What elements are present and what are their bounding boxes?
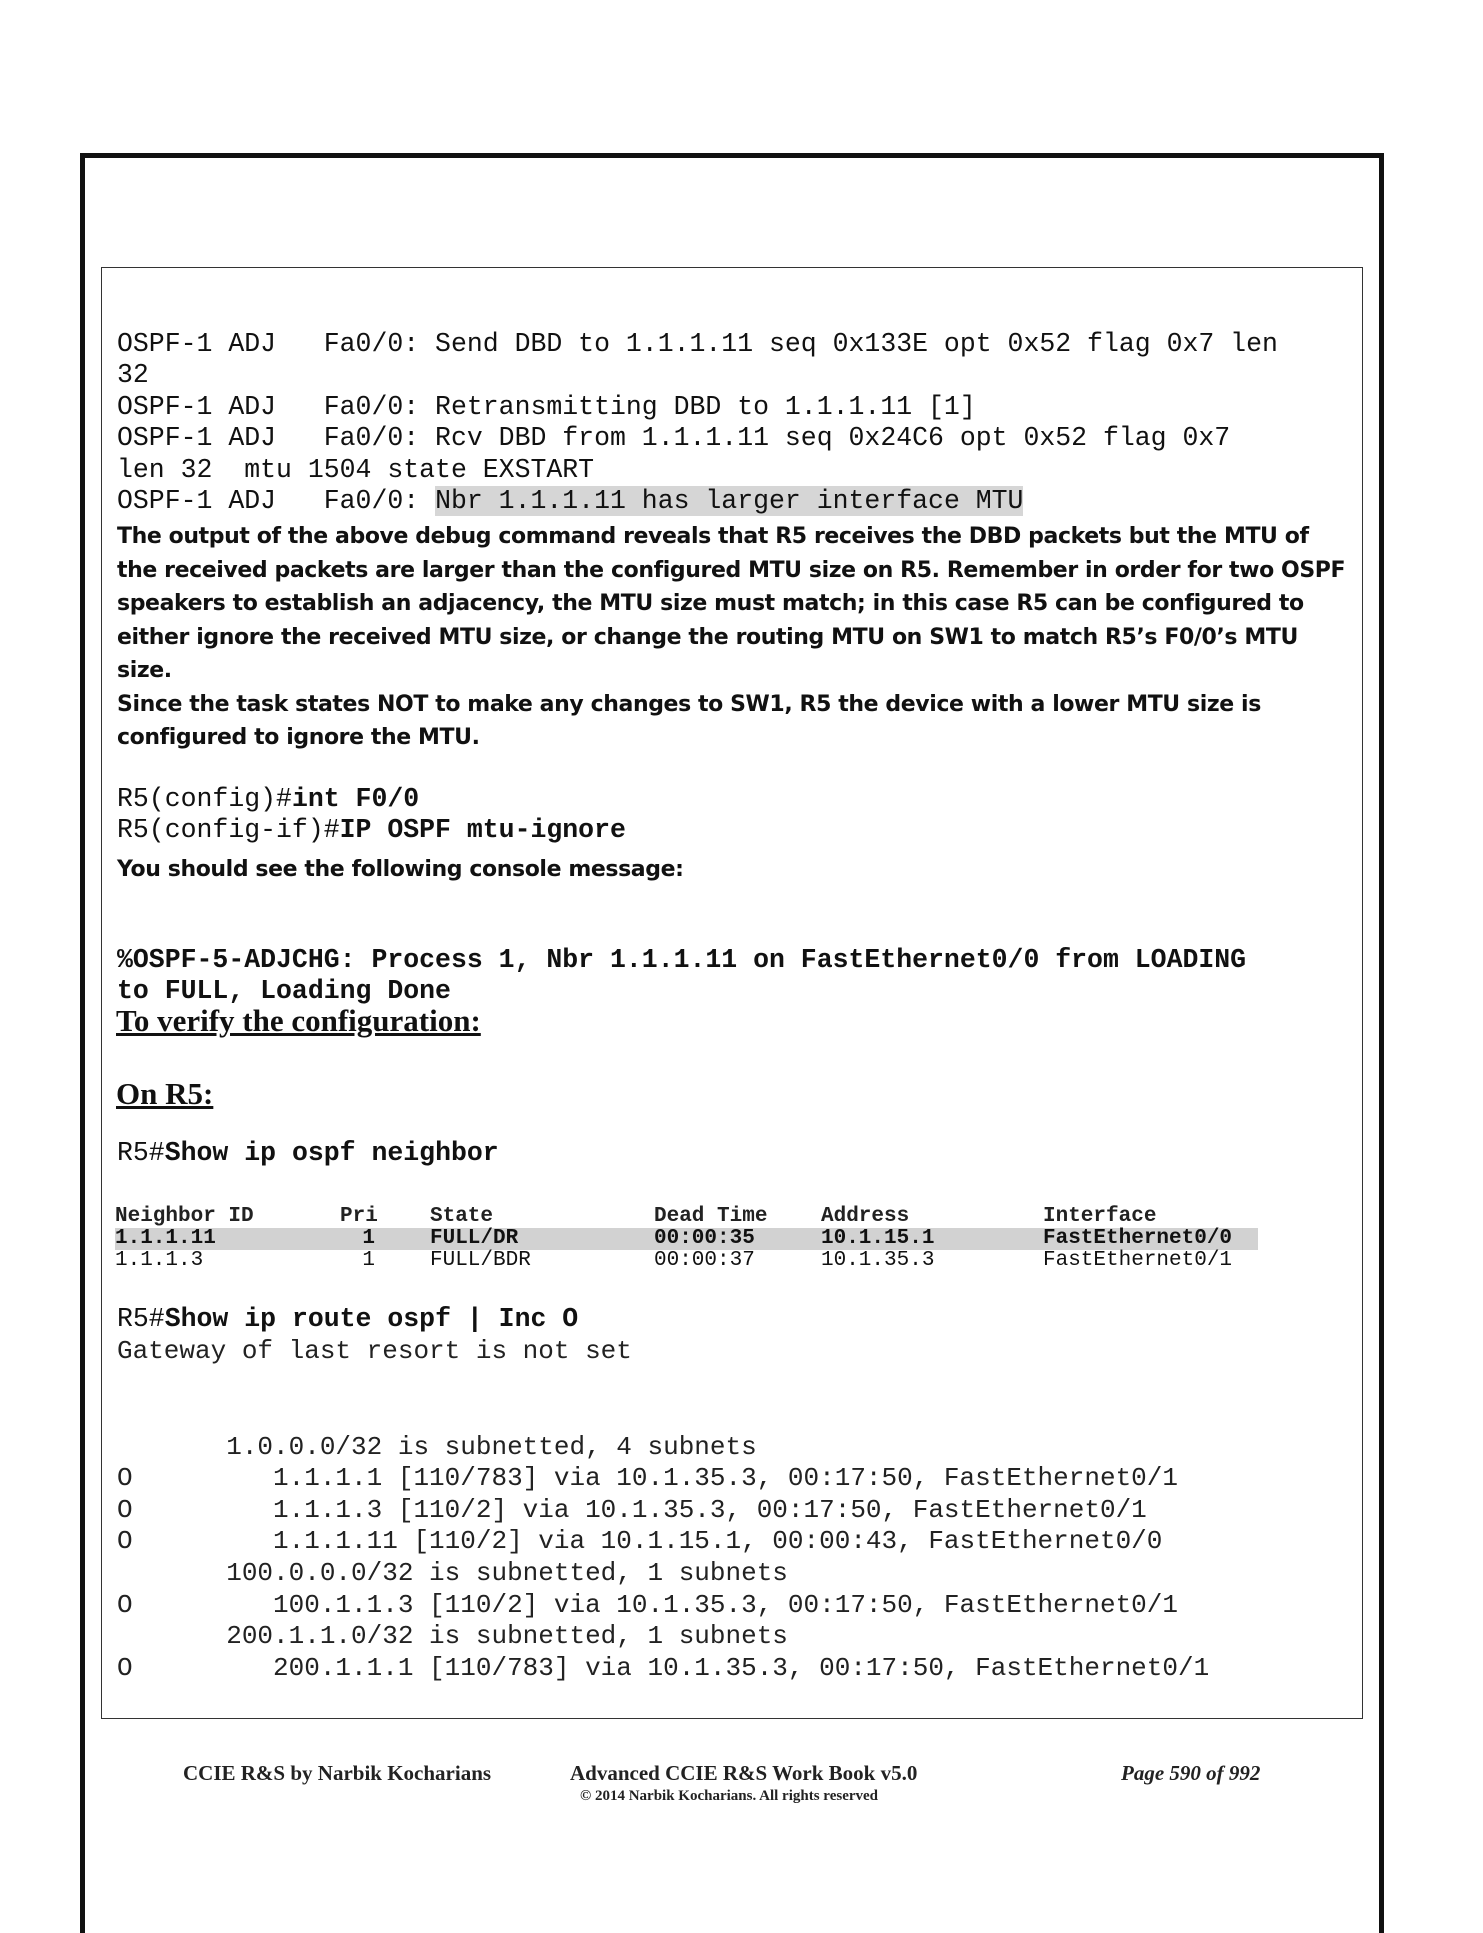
footer-book: Advanced CCIE R&S Work Book v5.0 [570,1761,918,1785]
route-line: O 1.1.1.3 [110/2] via 10.1.35.3, 00:17:50, FastEthernet0/1 [117,1494,1147,1525]
console-intro: You should see the following console message: [117,857,684,882]
explanation [117,520,1347,755]
on-r5-heading: On R5: [116,1076,214,1111]
debug-line [117,486,1278,518]
verify-heading: To verify the configuration: [116,1003,481,1038]
route-line: O 1.1.1.11 [110/2] via 10.1.15.1, 00:00:43, FastEthernet0/0 [117,1526,1163,1557]
gateway-line: Gateway of last resort is not set [117,1336,632,1366]
config-line [117,815,626,847]
debug-line: OSPF-1 ADJ Fa0/0: Send DBD to 1.1.1.11 seq 0x133E opt 0x52 flag 0x7 len [117,328,1278,359]
explanation-p2: Since the task states NOT to make any changes to SW1, R5 the device with a lower MTU size is configured to ignore the MTU. [117,691,1261,750]
console-line: %OSPF-5-ADJCHG: Process 1, Nbr 1.1.1.11 on FastEthernet0/0 from LOADING [117,944,1247,975]
cell: FastEthernet0/1 [1043,1249,1233,1272]
cell: 00:00:35 [654,1228,821,1250]
col-header: Interface [1043,1205,1157,1228]
cell: FastEthernet0/0 [1043,1228,1258,1250]
cell: 1 [340,1228,430,1250]
console-line: to FULL, Loading Done [117,976,451,1006]
debug-line: OSPF-1 ADJ Fa0/0: Retransmitting DBD to 1.1.1.11 [1] [117,391,976,422]
col-header: Address [821,1205,910,1228]
mtu-highlight: Nbr 1.1.1.11 has larger interface MTU [435,486,1024,516]
footer-author: CCIE R&S by Narbik Kocharians [183,1761,492,1785]
route-line: O 100.1.1.3 [110/2] via 10.1.35.3, 00:17:50, FastEthernet0/1 [117,1589,1178,1620]
table-header-row [115,1206,1258,1228]
prompt: R5(config-if)# [117,815,340,845]
route-line: O 200.1.1.1 [110/783] via 10.1.35.3, 00:17:50, FastEthernet0/1 [117,1652,1210,1683]
route-line: 100.0.0.0/32 is subnetted, 1 subnets [117,1557,788,1588]
footer-copyright: © 2014 Narbik Kocharians. All rights reserved [580,1788,879,1804]
command: IP OSPF mtu-ignore [339,815,626,845]
cell: 1 [362,1249,375,1272]
debug-line: len 32 mtu 1504 state EXSTART [117,454,595,485]
cell: FULL/BDR [430,1249,531,1272]
neighbor-table [115,1206,1258,1272]
debug-line: OSPF-1 ADJ Fa0/0: Rcv DBD from 1.1.1.11 seq 0x24C6 opt 0x52 flag 0x7 [117,423,1231,453]
debug-prefix: OSPF-1 ADJ Fa0/0: [117,486,436,516]
footer-page-number: Page 590 of 992 [1121,1761,1261,1785]
col-header: Neighbor ID [115,1205,254,1228]
route-line: O 1.1.1.1 [110/783] via 10.1.35.3, 00:17:50, FastEthernet0/1 [117,1463,1178,1494]
config-line [117,784,626,816]
command: int F0/0 [291,783,420,814]
debug-line: 32 [117,360,149,390]
cell: 10.1.35.3 [821,1249,935,1272]
table-row [115,1250,1258,1272]
cell: 00:00:37 [654,1249,755,1272]
command: Show ip route ospf | Inc O [164,1304,579,1334]
prompt: R5(config)# [117,783,292,814]
debug-output [117,297,1278,549]
prompt: R5# [117,1304,165,1334]
explanation-p1: The output of the above debug command reveals that R5 receives the DBD packets but the MTU of the received packets are larger than the configured MTU size on R5. Remember in order for two OSPF speakers to establish an adjacency, the MTU size must match; in this case R5 can be configured to either ignore the received MTU size, or change the routing MTU on SW1 to match R5’s F0/0’s MTU size. [117,524,1346,683]
cell: 10.1.15.1 [821,1228,1043,1250]
cell: 1.1.1.11 [115,1228,340,1250]
col-header: Dead Time [654,1205,768,1228]
route-table [117,1400,1209,1716]
table-row [115,1228,1258,1250]
route-line: 200.1.1.0/32 is subnetted, 1 subnets [117,1621,788,1652]
prompt: R5# [117,1138,165,1168]
col-header: Pri [340,1205,378,1228]
col-header: State [430,1205,494,1228]
show-neighbor-command [117,1138,499,1170]
command: Show ip ospf neighbor [164,1138,499,1168]
show-route-command [117,1304,578,1336]
cell: FULL/DR [430,1228,654,1250]
cell: 1.1.1.3 [115,1249,204,1272]
route-line: 1.0.0.0/32 is subnetted, 4 subnets [117,1431,757,1462]
